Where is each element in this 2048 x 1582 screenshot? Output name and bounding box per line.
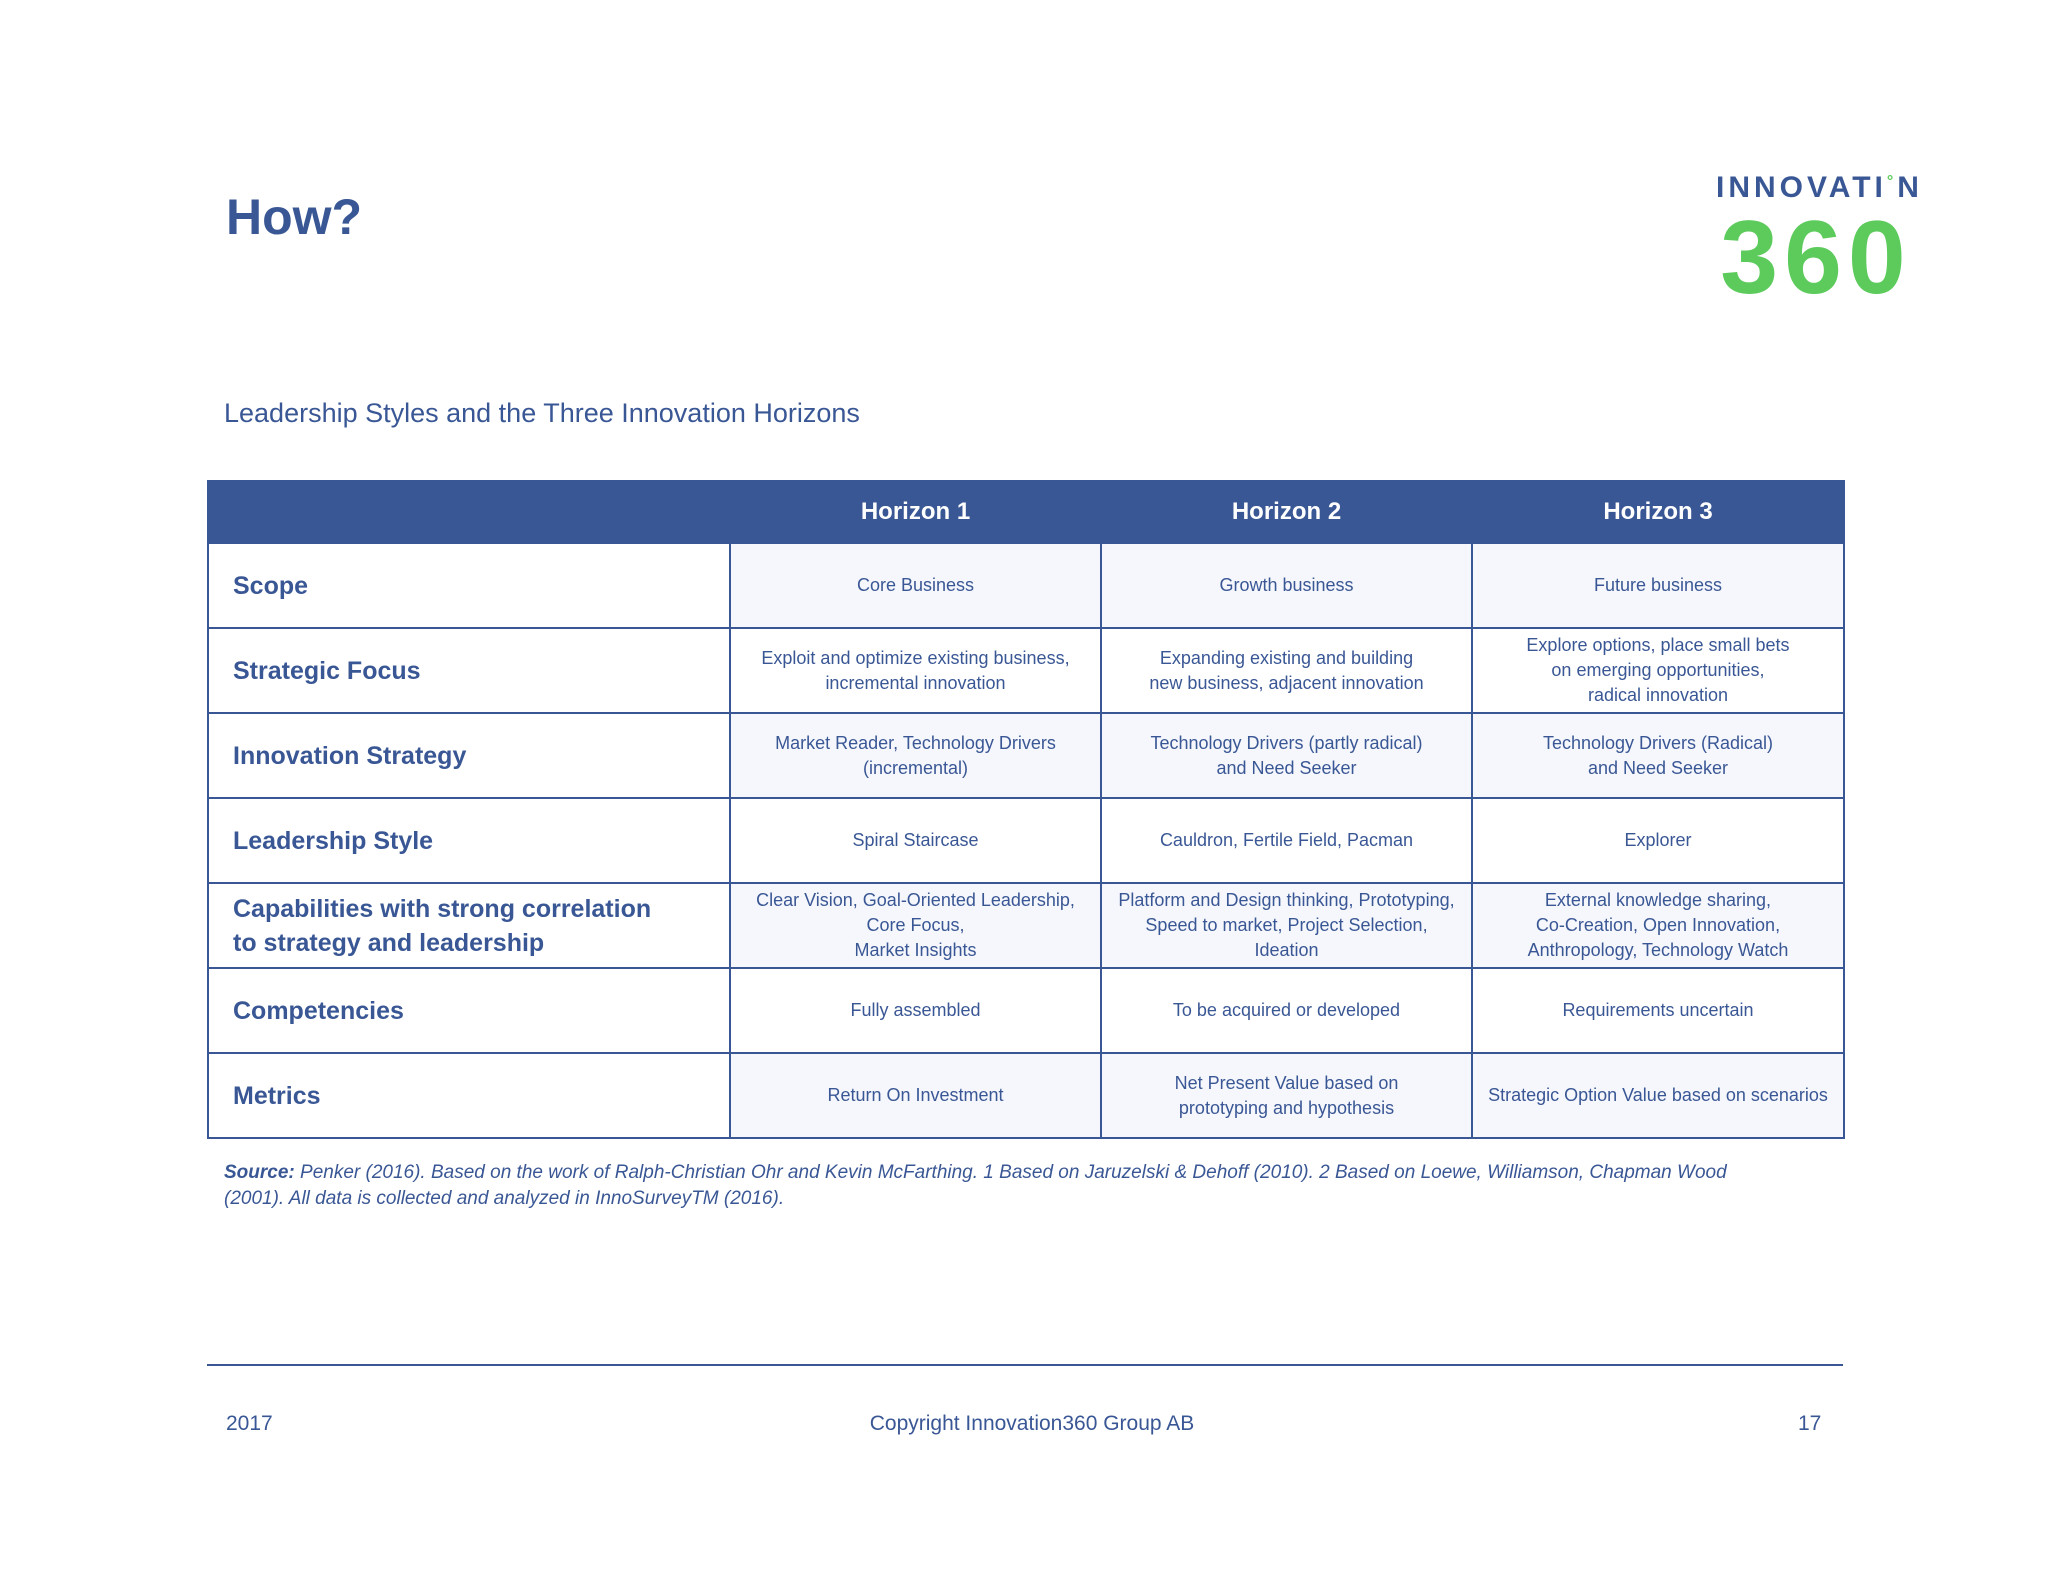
table-row xyxy=(208,713,1844,798)
source-label: Source: xyxy=(224,1162,295,1183)
row-label-competencies: Competencies xyxy=(208,968,730,1053)
row-label-innovation-strategy: Innovation Strategy xyxy=(208,713,730,798)
table-cell: To be acquired or developed xyxy=(1101,968,1472,1053)
header-cell-horizon-3: Horizon 3 xyxy=(1472,481,1844,543)
table-cell: Requirements uncertain xyxy=(1472,968,1844,1053)
row-label-capabilities: Capabilities with strong correlation to strategy and leadership xyxy=(208,883,730,968)
row-label-scope: Scope xyxy=(208,543,730,628)
row-label-strategic-focus: Strategic Focus xyxy=(208,628,730,713)
table-cell: Clear Vision, Goal-Oriented Leadership, Core Focus, Market Insights xyxy=(730,883,1101,968)
table-cell: Platform and Design thinking, Prototyping, Speed to market, Project Selection, Ideation xyxy=(1101,883,1472,968)
slide-subtitle: Leadership Styles and the Three Innovation Horizons xyxy=(224,398,860,428)
table-row xyxy=(208,628,1844,713)
footer-divider xyxy=(207,1364,1843,1366)
table-cell: Future business xyxy=(1472,543,1844,628)
table-cell: External knowledge sharing, Co-Creation, Open Innovation, Anthropology, Technology Watch xyxy=(1472,883,1844,968)
table-cell: Fully assembled xyxy=(730,968,1101,1053)
table-header-row xyxy=(208,481,1844,543)
source-text: Penker (2016). Based on the work of Ralph-Christian Ohr and Kevin McFarthing. 1 Based on Jaruzelski & Dehoff (2010). 2 Based on Loewe, Williamson, Chapman Wood (2001). All data is collected and analyzed in InnoSurveyTM (2016). xyxy=(224,1162,1727,1209)
innovation360-logo xyxy=(1716,164,1923,316)
source-note xyxy=(224,1160,1784,1212)
table-cell: Technology Drivers (Radical) and Need Seeker xyxy=(1472,713,1844,798)
table-cell: Technology Drivers (partly radical) and Need Seeker xyxy=(1101,713,1472,798)
footer-copyright: Copyright Innovation360 Group AB xyxy=(869,1412,1195,1435)
horizons-table xyxy=(207,480,1845,1139)
row-label-metrics: Metrics xyxy=(208,1053,730,1138)
table-cell: Core Business xyxy=(730,543,1101,628)
footer-year: 2017 xyxy=(226,1412,273,1435)
table-row xyxy=(208,798,1844,883)
table-cell: Growth business xyxy=(1101,543,1472,628)
header-cell-horizon-1: Horizon 1 xyxy=(730,481,1101,543)
table-cell: Exploit and optimize existing business, incremental innovation xyxy=(730,628,1101,713)
table-row xyxy=(208,1053,1844,1138)
table-cell: Expanding existing and building new business, adjacent innovation xyxy=(1101,628,1472,713)
page-number: 17 xyxy=(1798,1412,1822,1435)
table-row xyxy=(208,543,1844,628)
table-cell: Spiral Staircase xyxy=(730,798,1101,883)
header-cell-horizon-2: Horizon 2 xyxy=(1101,481,1472,543)
table-cell: Cauldron, Fertile Field, Pacman xyxy=(1101,798,1472,883)
table-cell: Strategic Option Value based on scenarios xyxy=(1472,1053,1844,1138)
header-cell-empty xyxy=(208,481,730,543)
page-title: How? xyxy=(226,189,363,245)
table-row xyxy=(208,968,1844,1053)
table-cell: Return On Investment xyxy=(730,1053,1101,1138)
table-cell: Explore options, place small bets on emerging opportunities, radical innovation xyxy=(1472,628,1844,713)
row-label-leadership-style: Leadership Style xyxy=(208,798,730,883)
logo-wordmark: INNOVATI°N xyxy=(1716,171,1923,204)
logo-number: 360 xyxy=(1720,200,1912,316)
table-row xyxy=(208,883,1844,968)
table-cell: Net Present Value based on prototyping and hypothesis xyxy=(1101,1053,1472,1138)
table-cell: Explorer xyxy=(1472,798,1844,883)
table-cell: Market Reader, Technology Drivers (incremental) xyxy=(730,713,1101,798)
